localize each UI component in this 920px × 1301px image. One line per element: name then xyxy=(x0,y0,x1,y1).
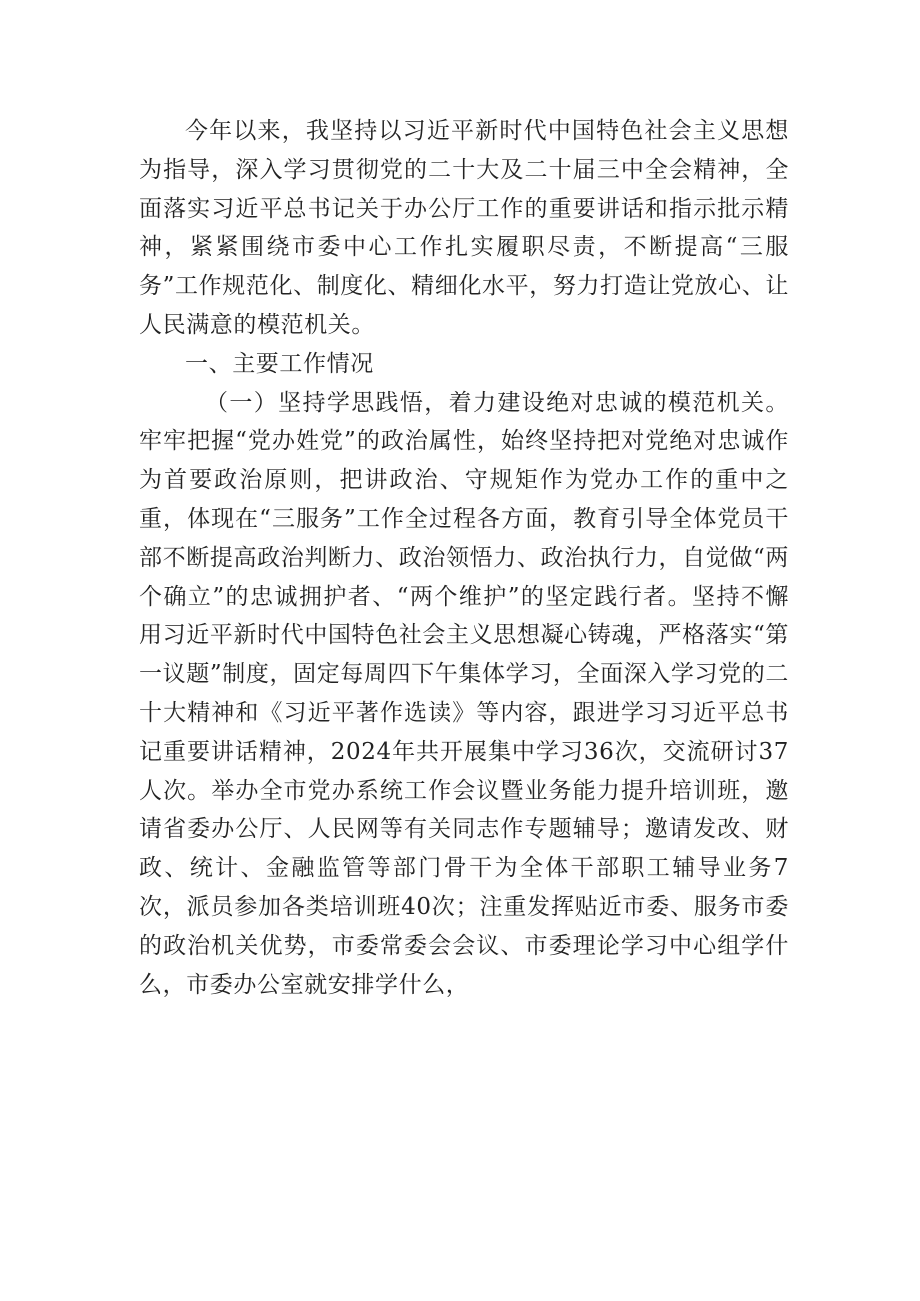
intro-paragraph: 今年以来，我坚持以习近平新时代中国特色社会主义思想为指导，深入学习贯彻党的二十大及二十届三中全会精神，全面落实习近平总书记关于办公厅工作的重要讲话和指示批示精神，紧紧围绕市委中心工作扎实履职尽责，不断提高“三服务”工作规范化、制度化、精细化水平，努力打造让党放心、让人民满意的模范机关。 xyxy=(139,118,789,338)
section-paragraph: （一）坚持学思践悟，着力建设绝对忠诚的模范机关。牢牢把握“党办姓党”的政治属性，始终坚持把对党绝对忠诚作为首要政治原则，把讲政治、守规矩作为党办工作的重中之重，体现在“三服务”工作全过程各方面，教育引导全体党员干部不断提高政治判断力、政治领悟力、政治执行力，自觉做“两个确立”的忠诚拥护者、“两个维护”的坚定践行者。坚持不懈用习近平新时代中国特色社会主义思想凝心铸魂，严格落实“第一议题”制度，固定每周四下午集体学习，全面深入学习党的二十大精神和《习近平著作选读》等内容，跟进学习习近平总书记重要讲话精神，2024年共开展集中学习36次，交流研讨37人次。举办全市党办系统工作会议暨业务能力提升培训班，邀请省委办公厅、人民网等有关同志作专题辅导；邀请发改、财政、统计、金融监管等部门骨干为全体干部职工辅导业务7次，派员参加各类培训班40次；注重发挥贴近市委、服务市委的政治机关优势，市委常委会会议、市委理论学习中心组学什么，市委办公室就安排学什么， xyxy=(139,389,789,998)
section-heading: 一、主要工作情况 xyxy=(185,350,374,377)
document-body xyxy=(139,112,789,1004)
